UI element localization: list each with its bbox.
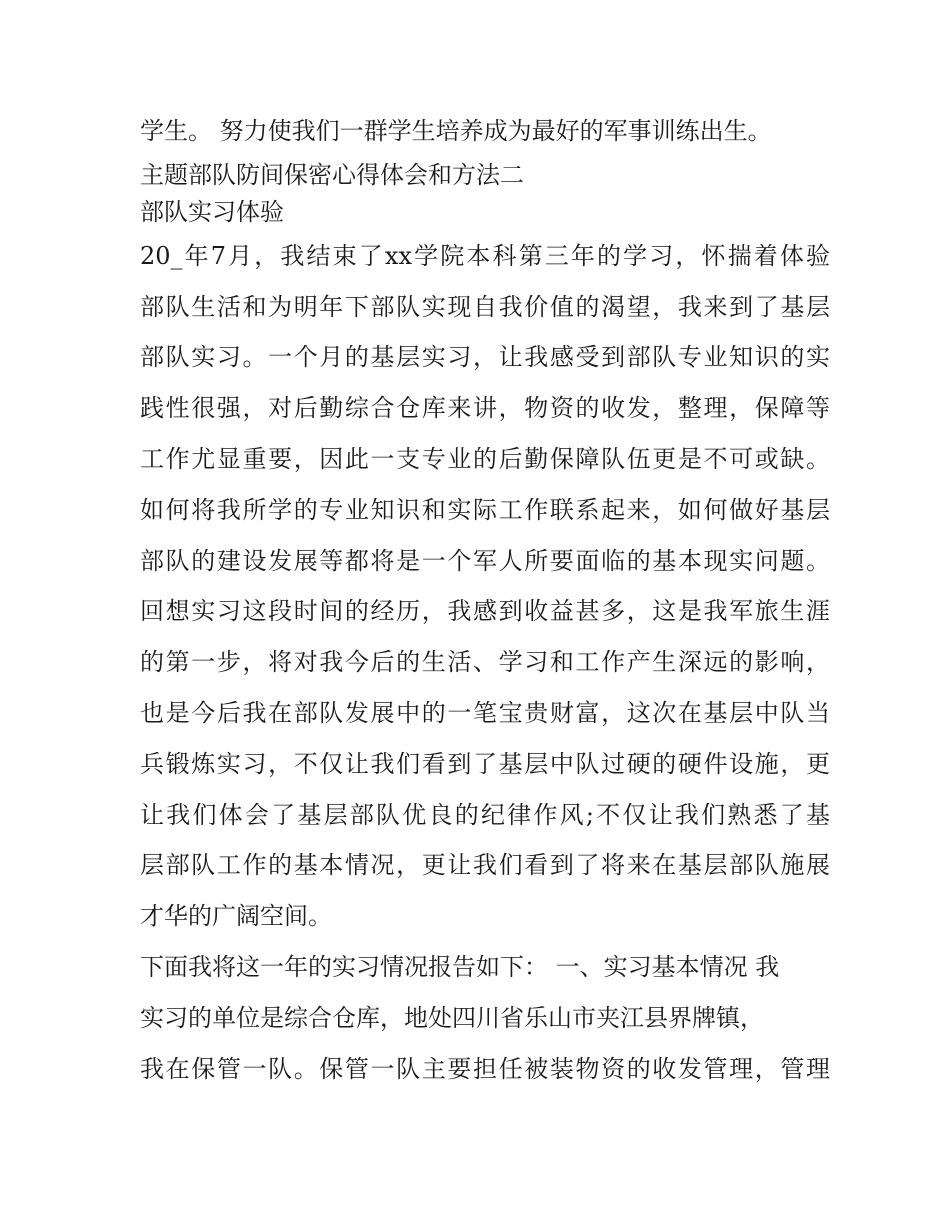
text-line-18: 下面我将这一年的实习情况报告如下： 一、实习基本情况 我: [140, 952, 780, 981]
text-line-7: 践性很强，对后勤综合仓库来讲，物资的收发，整理，保障等: [140, 394, 830, 423]
text-line-16: 层部队工作的基本情况，更让我们看到了将来在基层部队施展: [140, 851, 830, 880]
text-line-14: 兵锻炼实习，不仅让我们看到了基层中队过硬的硬件设施，更: [140, 749, 830, 778]
text-line-8: 工作尤显重要，因此一支专业的后勤保障队伍更是不可或缺。: [140, 444, 830, 473]
text-line-12: 的第一步，将对我今后的生活、学习和工作产生深远的影响，: [140, 648, 830, 677]
text-line-17: 才华的广阔空间。: [140, 902, 332, 931]
text-line-3: 部队实习体验: [140, 197, 284, 226]
text-line-10: 部队的建设发展等都将是一个军人所要面临的基本现实问题。: [140, 546, 830, 575]
text-line-9: 如何将我所学的专业知识和实际工作联系起来，如何做好基层: [140, 495, 830, 524]
document-body: [140, 106, 830, 1094]
text-line-1: 学生。 努力使我们一群学生培养成为最好的军事训练出生。: [140, 117, 772, 145]
text-line-2: 主题部队防间保密心得体会和方法二: [140, 160, 524, 189]
text-line-11: 回想实习这段时间的经历，我感到收益甚多，这是我军旅生涯: [140, 597, 830, 626]
text-line-15: 让我们体会了基层部队优良的纪律作风;不仅让我们熟悉了基: [140, 800, 830, 829]
text-line-19: 实习的单位是综合仓库，地处四川省乐山市夹江县界牌镇，: [140, 1003, 764, 1032]
text-line-20: 我在保管一队。保管一队主要担任被装物资的收发管理，管理: [140, 1054, 830, 1083]
text-line-5: 部队生活和为明年下部队实现自我价值的渴望，我来到了基层: [140, 292, 830, 321]
text-line-6: 部队实习。一个月的基层实习，让我感受到部队专业知识的实: [140, 343, 830, 372]
text-line-4: 20_年7月，我结束了xx学院本科第三年的学习，怀揣着体验: [140, 241, 830, 270]
text-line-13: 也是今后我在部队发展中的一笔宝贵财富，这次在基层中队当: [140, 698, 830, 727]
